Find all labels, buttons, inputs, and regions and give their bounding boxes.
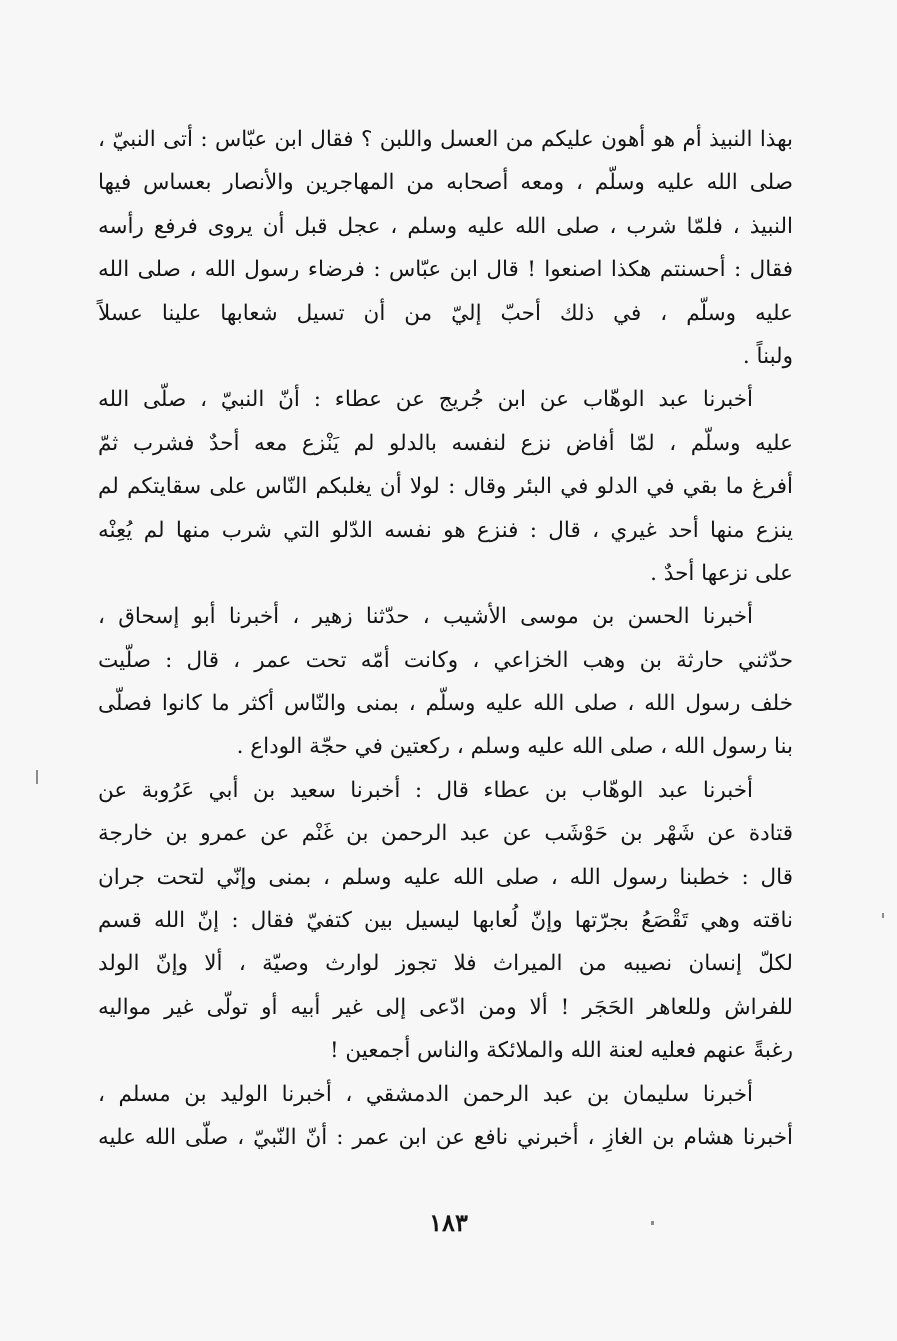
scan-speck — [36, 770, 38, 784]
text-line: أخبرنا هشام بن الغازِ ، أخبرني نافع عن ابن عمر : أنّ النّبيّ ، صلّى الله عليه — [98, 1124, 793, 1150]
text-line: بنا رسول الله ، صلى الله عليه وسلم ، ركعتين في حجّة الوداع . — [236, 734, 793, 760]
scan-speck — [882, 913, 884, 918]
text-line: صلى الله عليه وسلّم ، ومعه أصحابه من المهاجرين والأنصار بعساس فيها — [98, 170, 793, 196]
text-line: على نزعها أحدٌ . — [650, 560, 793, 586]
text-line: أفرغ ما بقي في الدلو في البئر وقال : لولا أن يغلبكم النّاس على سقايتكم لم — [98, 474, 793, 500]
text-line: ولبناً . — [742, 343, 793, 369]
text-line: رغبةً عنهم فعليه لعنة الله والملائكة والناس أجمعين ! — [329, 1038, 793, 1064]
text-line: عليه وسلّم ، لمّا أفاض نزع لنفسه بالدلو لم يَنْزع معه أحدٌ فشرب ثمّ — [98, 430, 793, 456]
text-line: خلف رسول الله ، صلى الله عليه وسلّم ، بمنى والنّاس أكثر ما كانوا فصلّى — [98, 691, 793, 717]
scan-speck — [651, 1221, 654, 1225]
text-line: عليه وسلّم ، في ذلك أحبّ إليّ من أن تسيل شعابها علينا عسلاً — [98, 300, 793, 326]
text-line: قتادة عن شَهْر بن حَوْشَب عن عبد الرحمن بن غَنْم عن عمرو بن خارجة — [98, 821, 793, 847]
body-text — [98, 118, 793, 1159]
text-line: قال : خطبنا رسول الله ، صلى الله عليه وسلم ، بمنى وإنّي لتحت جران — [98, 864, 793, 890]
text-line: أخبرنا سليمان بن عبد الرحمن الدمشقي ، أخبرنا الوليد بن مسلم ، — [98, 1081, 753, 1107]
text-line: أخبرنا عبد الوهّاب بن عطاء قال : أخبرنا سعيد بن أبي عَرُوبة عن — [98, 777, 753, 803]
text-line: أخبرنا عبد الوهّاب عن ابن جُريج عن عطاء : أنّ النبيّ ، صلّى الله — [98, 387, 753, 413]
text-line: بهذا النبيذ أم هو أهون عليكم من العسل واللبن ؟ فقال ابن عبّاس : أتى النبيّ ، — [98, 127, 793, 152]
text-line: أخبرنا الحسن بن موسى الأشيب ، حدّثنا زهير ، أخبرنا أبو إسحاق ، — [98, 604, 753, 630]
page-number: ١٨٣ — [429, 1208, 468, 1237]
text-line: فقال : أحسنتم هكذا اصنعوا ! قال ابن عبّاس : فرضاء رسول الله ، صلى الله — [98, 257, 793, 283]
text-line: لكلّ إنسان نصيبه من الميراث فلا تجوز لوارث وصيّة ، ألا وإنّ الولد — [98, 951, 793, 977]
text-line: حدّثني حارثة بن وهب الخزاعي ، وكانت أمّه تحت عمر ، قال : صلّيت — [98, 647, 793, 673]
text-line: ناقته وهي تَقْصَعُ بجرّتها وإنّ لُعابها ليسيل بين كتفيّ فقال : إنّ الله قسم — [98, 908, 793, 934]
text-line: للفراش وللعاهر الحَجَر ! ألا ومن ادّعى إلى غير أبيه أو تولّى غير مواليه — [98, 994, 793, 1020]
text-line: النبيذ ، فلمّا شرب ، صلى الله عليه وسلم ، عجل قبل أن يروى فرفع رأسه — [98, 213, 793, 239]
text-line: ينزع منها أحد غيري ، قال : فنزع هو نفسه الدّلو التي شرب منها لم يُعِنْه — [98, 517, 793, 543]
